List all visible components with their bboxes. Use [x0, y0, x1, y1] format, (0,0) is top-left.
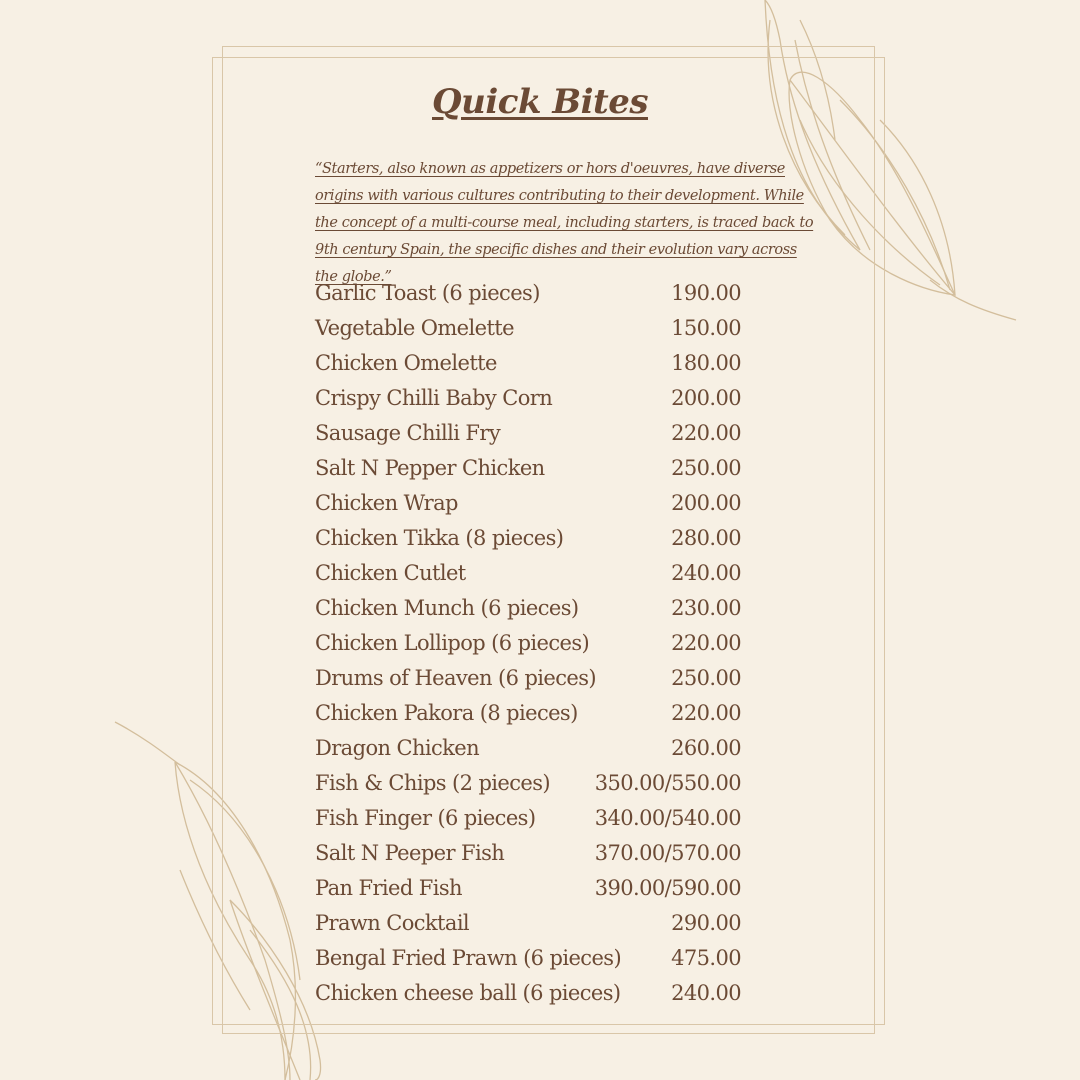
menu-item-price: 350.00/550.00 [594, 771, 741, 795]
menu-item [315, 346, 775, 381]
menu-item [315, 696, 775, 731]
menu-item [315, 451, 775, 486]
menu-item-price: 370.00/570.00 [594, 841, 741, 865]
menu-item [315, 276, 775, 311]
menu-quote: “Starters, also known as appetizers or hors d'oeuvres, have diverse origins with various cultures contributing to their development. While the concept of a multi-course meal, including starters, is traced back to 9th century Spain, the specific dishes and their evolution vary across the globe.” [315, 161, 814, 285]
menu-item-name: Chicken Cutlet [315, 561, 466, 585]
menu-item-name: Chicken Pakora (8 pieces) [315, 701, 578, 725]
menu-item-price: 180.00 [671, 351, 741, 375]
menu-item-name: Fish Finger (6 pieces) [315, 806, 536, 830]
menu-item-price: 220.00 [671, 701, 741, 725]
menu-item [315, 556, 775, 591]
menu-item-price: 220.00 [671, 421, 741, 445]
menu-item-price: 240.00 [671, 981, 741, 1005]
menu-item-price: 200.00 [671, 491, 741, 515]
menu-item-price: 250.00 [671, 666, 741, 690]
menu-item-price: 475.00 [671, 946, 741, 970]
menu-item-name: Chicken Lollipop (6 pieces) [315, 631, 590, 655]
menu-item [315, 836, 775, 871]
menu-item-price: 240.00 [671, 561, 741, 585]
menu-item-name: Dragon Chicken [315, 736, 480, 760]
menu-item [315, 661, 775, 696]
menu-item-price: 150.00 [671, 316, 741, 340]
menu-item [315, 941, 775, 976]
menu-item-name: Fish & Chips (2 pieces) [315, 771, 551, 795]
menu-item-price: 190.00 [671, 281, 741, 305]
menu-item-name: Sausage Chilli Fry [315, 421, 501, 445]
menu-item [315, 626, 775, 661]
menu-item-name: Pan Fried Fish [315, 876, 462, 900]
menu-title: Quick Bites [432, 82, 648, 122]
menu-item-list [315, 276, 775, 1011]
menu-item [315, 416, 775, 451]
menu-item [315, 976, 775, 1011]
menu-item [315, 591, 775, 626]
menu-item-price: 200.00 [671, 386, 741, 410]
menu-item-price: 220.00 [671, 631, 741, 655]
menu-item-name: Crispy Chilli Baby Corn [315, 386, 553, 410]
menu-item-name: Chicken Tikka (8 pieces) [315, 526, 564, 550]
menu-item [315, 801, 775, 836]
menu-item-price: 280.00 [671, 526, 741, 550]
menu-item-name: Garlic Toast (6 pieces) [315, 281, 540, 305]
menu-item-name: Salt N Peeper Fish [315, 841, 505, 865]
menu-item-name: Chicken cheese ball (6 pieces) [315, 981, 621, 1005]
menu-item [315, 731, 775, 766]
menu-item-price: 340.00/540.00 [594, 806, 741, 830]
menu-item-name: Bengal Fried Prawn (6 pieces) [315, 946, 622, 970]
menu-item-price: 230.00 [671, 596, 741, 620]
menu-item [315, 871, 775, 906]
menu-item-name: Salt N Pepper Chicken [315, 456, 545, 480]
menu-item-name: Prawn Cocktail [315, 911, 470, 935]
menu-item [315, 381, 775, 416]
menu-item-name: Chicken Munch (6 pieces) [315, 596, 579, 620]
menu-item [315, 486, 775, 521]
menu-item [315, 521, 775, 556]
menu-item-price: 260.00 [671, 736, 741, 760]
menu-item-name: Vegetable Omelette [315, 316, 514, 340]
menu-item-name: Chicken Omelette [315, 351, 497, 375]
menu-item [315, 766, 775, 801]
menu-item-price: 250.00 [671, 456, 741, 480]
menu-item [315, 906, 775, 941]
menu-item [315, 311, 775, 346]
menu-item-name: Chicken Wrap [315, 491, 458, 515]
menu-item-name: Drums of Heaven (6 pieces) [315, 666, 596, 690]
menu-item-price: 390.00/590.00 [594, 876, 741, 900]
menu-item-price: 290.00 [671, 911, 741, 935]
